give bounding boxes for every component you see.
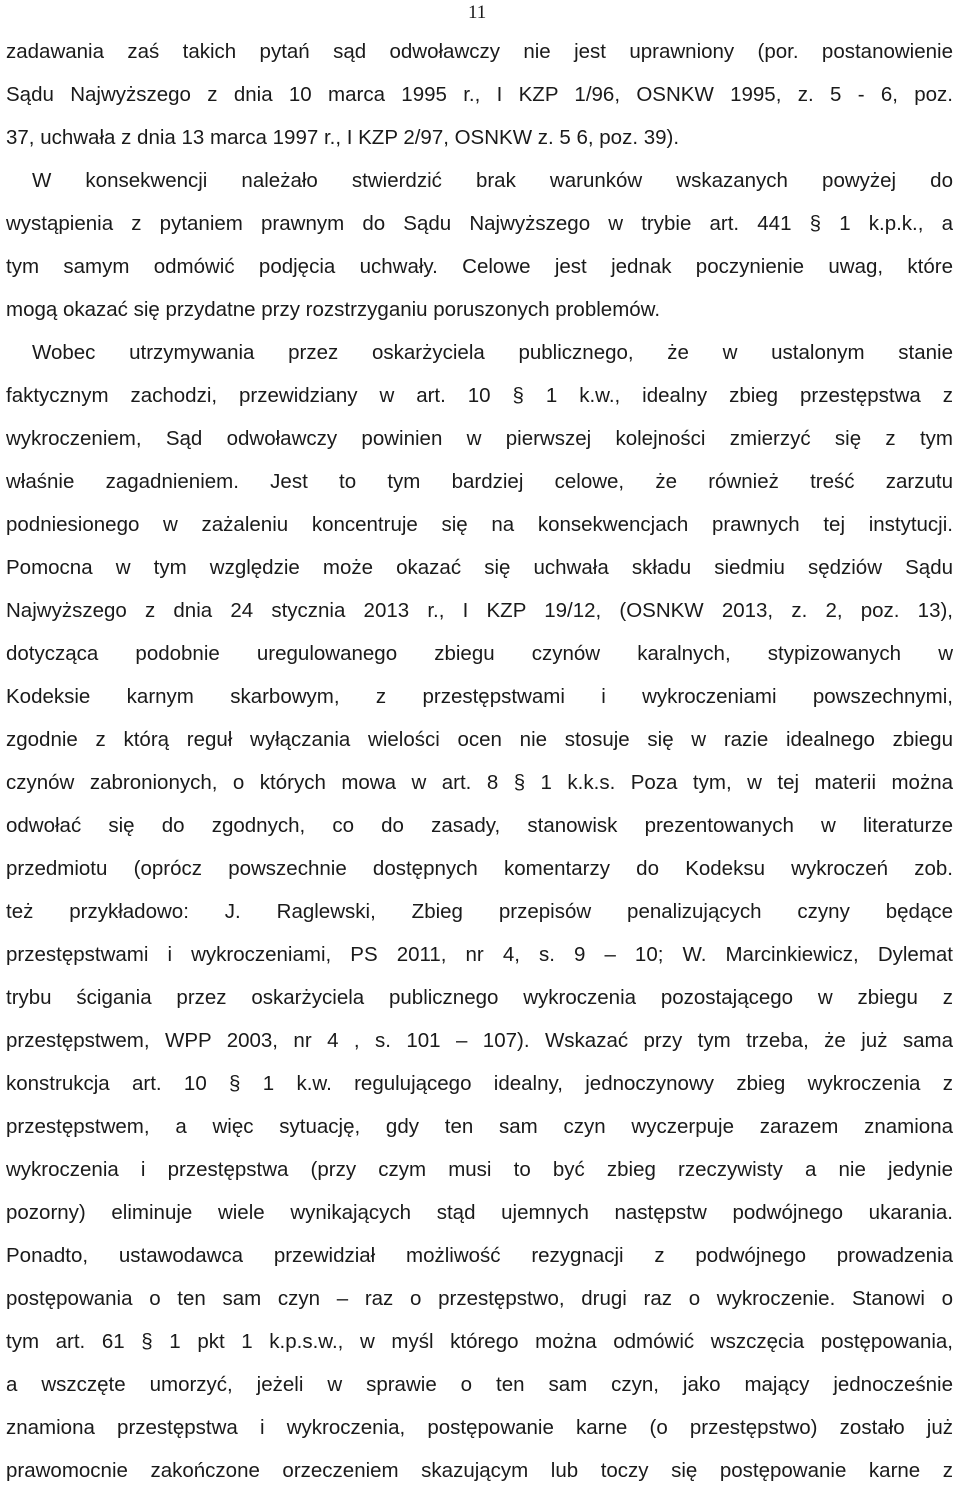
text-line: zadawania zaś takich pytań sąd odwoławczy nie jest uprawniony (por. postanowienie bbox=[6, 40, 953, 63]
text-line: Wobec utrzymywania przez oskarżyciela publicznego, że w ustalonym stanie bbox=[32, 341, 953, 364]
text-line: podniesionego w zażaleniu koncentruje się na konsekwencjach prawnych tej instytucji. bbox=[6, 513, 953, 536]
text-line: wykroczeniem, Sąd odwoławczy powinien w pierwszej kolejności zmierzyć się z tym bbox=[6, 427, 953, 450]
text-line: trybu ścigania przez oskarżyciela publicznego wykroczenia pozostającego w zbiegu z bbox=[6, 986, 953, 1009]
text-line: dotycząca podobnie uregulowanego zbiegu czynów karalnych, stypizowanych w bbox=[6, 642, 953, 665]
text-line: odwołać się do zgodnych, co do zasady, stanowisk prezentowanych w literaturze bbox=[6, 814, 953, 837]
text-line: Ponadto, ustawodawca przewidział możliwość rezygnacji z podwójnego prowadzenia bbox=[6, 1244, 953, 1267]
text-line: Pomocna w tym względzie może okazać się uchwała składu siedmiu sędziów Sądu bbox=[6, 556, 953, 579]
text-line: W konsekwencji należało stwierdzić brak warunków wskazanych powyżej do bbox=[32, 169, 953, 192]
text-line: wystąpienia z pytaniem prawnym do Sądu Najwyższego w trybie art. 441 § 1 k.p.k., a bbox=[6, 212, 953, 235]
document-body bbox=[6, 30, 953, 1492]
text-line: Kodeksie karnym skarbowym, z przestępstwami i wykroczeniami powszechnymi, bbox=[6, 685, 953, 708]
text-line: mogą okazać się przydatne przy rozstrzyganiu poruszonych problemów. bbox=[6, 298, 661, 321]
text-line: 37, uchwała z dnia 13 marca 1997 r., I KZP 2/97, OSNKW z. 5 6, poz. 39). bbox=[6, 126, 680, 149]
text-line: zgodnie z którą reguł wyłączania wielości ocen nie stosuje się w razie idealnego zbiegu bbox=[6, 728, 953, 751]
text-line: znamiona przestępstwa i wykroczenia, postępowanie karne (o przestępstwo) zostało już bbox=[6, 1416, 953, 1439]
text-line: przestępstwem, a więc sytuację, gdy ten sam czyn wyczerpuje zarazem znamiona bbox=[6, 1115, 953, 1138]
text-line: pozorny) eliminuje wiele wynikających stąd ujemnych następstw podwójnego ukarania. bbox=[6, 1201, 953, 1224]
text-line: przestępstwem, WPP 2003, nr 4 , s. 101 – 107). Wskazać przy tym trzeba, że już sama bbox=[6, 1029, 953, 1052]
text-line: czynów zabronionych, o których mowa w art. 8 § 1 k.k.s. Poza tym, w tej materii można bbox=[6, 771, 953, 794]
text-line: Najwyższego z dnia 24 stycznia 2013 r., I KZP 19/12, (OSNKW 2013, z. 2, poz. 13), bbox=[6, 599, 953, 622]
text-line: faktycznym zachodzi, przewidziany w art. 10 § 1 k.w., idealny zbieg przestępstwa z bbox=[6, 384, 953, 407]
text-line: przedmiotu (oprócz powszechnie dostępnych komentarzy do Kodeksu wykroczeń zob. bbox=[6, 857, 953, 880]
text-line: tym samym odmówić podjęcia uchwały. Celowe jest jednak poczynienie uwag, które bbox=[6, 255, 953, 278]
text-line: też przykładowo: J. Raglewski, Zbieg przepisów penalizujących czyny będące bbox=[6, 900, 953, 923]
page-number: 11 bbox=[468, 2, 487, 23]
text-line: przestępstwami i wykroczeniami, PS 2011, nr 4, s. 9 – 10; W. Marcinkiewicz, Dylemat bbox=[6, 943, 953, 966]
text-line: prawomocnie zakończone orzeczeniem skazującym lub toczy się postępowanie karne z bbox=[6, 1459, 953, 1482]
text-line: konstrukcja art. 10 § 1 k.w. regulującego idealny, jednoczynowy zbieg wykroczenia z bbox=[6, 1072, 953, 1095]
text-line: Sądu Najwyższego z dnia 10 marca 1995 r., I KZP 1/96, OSNKW 1995, z. 5 - 6, poz. bbox=[6, 83, 953, 106]
text-line: właśnie zagadnieniem. Jest to tym bardziej celowe, że również treść zarzutu bbox=[6, 470, 953, 493]
text-line: a wszczęte umorzyć, jeżeli w sprawie o ten sam czyn, jako mający jednocześnie bbox=[6, 1373, 953, 1396]
text-line: tym art. 61 § 1 pkt 1 k.p.s.w., w myśl którego można odmówić wszczęcia postępowania, bbox=[6, 1330, 953, 1353]
text-line: wykroczenia i przestępstwa (przy czym musi to być zbieg rzeczywisty a nie jedynie bbox=[6, 1158, 953, 1181]
text-line: postępowania o ten sam czyn – raz o przestępstwo, drugi raz o wykroczenie. Stanowi o bbox=[6, 1287, 953, 1310]
